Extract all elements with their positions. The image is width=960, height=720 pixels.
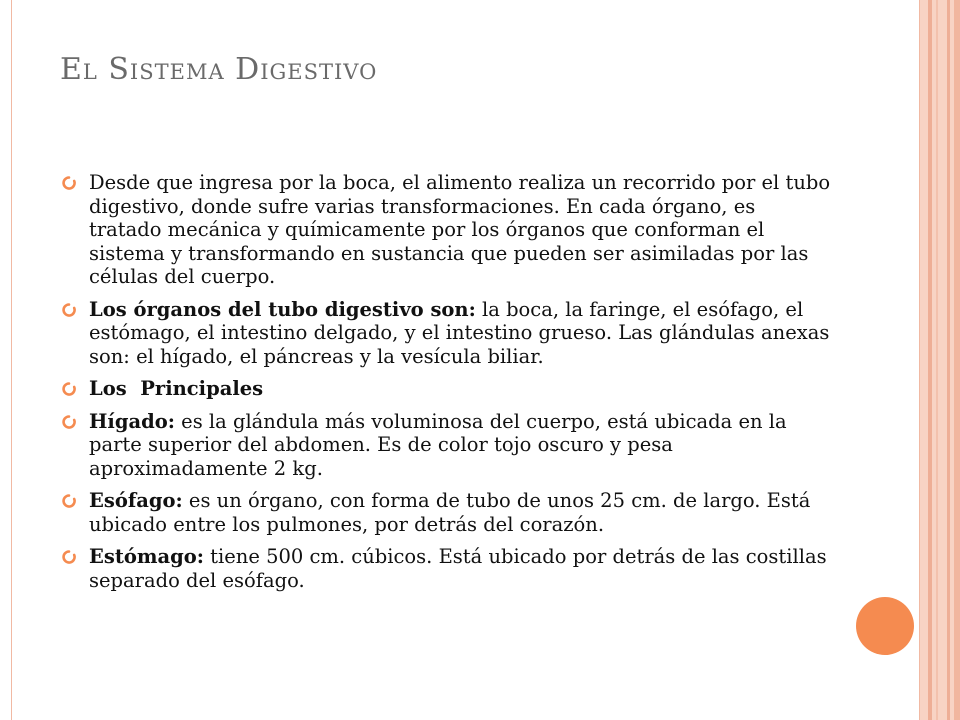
stripe xyxy=(936,0,938,720)
bullet-bold-text: Hígado: xyxy=(89,409,175,433)
bullet-item xyxy=(62,410,832,481)
bullet-item xyxy=(62,171,832,289)
open-circle-bullet-icon xyxy=(62,303,76,317)
decorative-orange-circle xyxy=(856,597,914,655)
stripe xyxy=(954,0,960,720)
bullet-bold-text: Estómago: xyxy=(89,545,204,568)
bullet-text: es la glándula más voluminosa del cuerpo, está ubicada en la parte superior del abdomen. Es de color tojo oscuro y pesa aproximadamente 2 kg. xyxy=(89,409,787,480)
bullet-text: Desde que ingresa por la boca, el alimento realiza un recorrido por el tubo digestivo, donde sufre varias transformaciones. En cada órgano, es tratado mecánica y químicamente por los órganos que conforman el sistema y transformando en sustancia que pueden ser asimiladas por las células del cuerpo. xyxy=(89,171,831,288)
open-circle-bullet-icon xyxy=(62,176,76,190)
bullet-text: la boca, la faringe, el esófago, el estómago, el intestino delgado, y el intestino grueso. Las glándulas anexas son: el hígado, el páncreas y la vesícula biliar. xyxy=(89,297,830,368)
bullet-item xyxy=(62,489,832,536)
stripe xyxy=(928,0,932,720)
bullet-list xyxy=(62,171,832,601)
bullet-bold-text: Los órganos del tubo digestivo son: xyxy=(89,297,476,321)
open-circle-bullet-icon xyxy=(62,494,76,508)
open-circle-bullet-icon xyxy=(62,382,76,396)
decorative-side-stripes xyxy=(920,0,960,720)
bullet-item xyxy=(62,377,832,401)
stripe xyxy=(947,0,950,720)
open-circle-bullet-icon xyxy=(62,550,76,564)
bullet-bold-text: Los Principales xyxy=(89,377,264,400)
open-circle-bullet-icon xyxy=(62,415,76,429)
bullet-text: es un órgano, con forma de tubo de unos 25 cm. de largo. Está ubicado entre los pulmones, por detrás del corazón. xyxy=(89,489,811,536)
bullet-item xyxy=(62,545,832,592)
bullet-item xyxy=(62,298,832,369)
bullet-text: tiene 500 cm. cúbicos. Está ubicado por detrás de las costillas separado del esófago. xyxy=(89,545,827,592)
bullet-bold-text: Esófago: xyxy=(89,489,183,512)
slide-title: El Sistema Digestivo xyxy=(60,52,378,87)
